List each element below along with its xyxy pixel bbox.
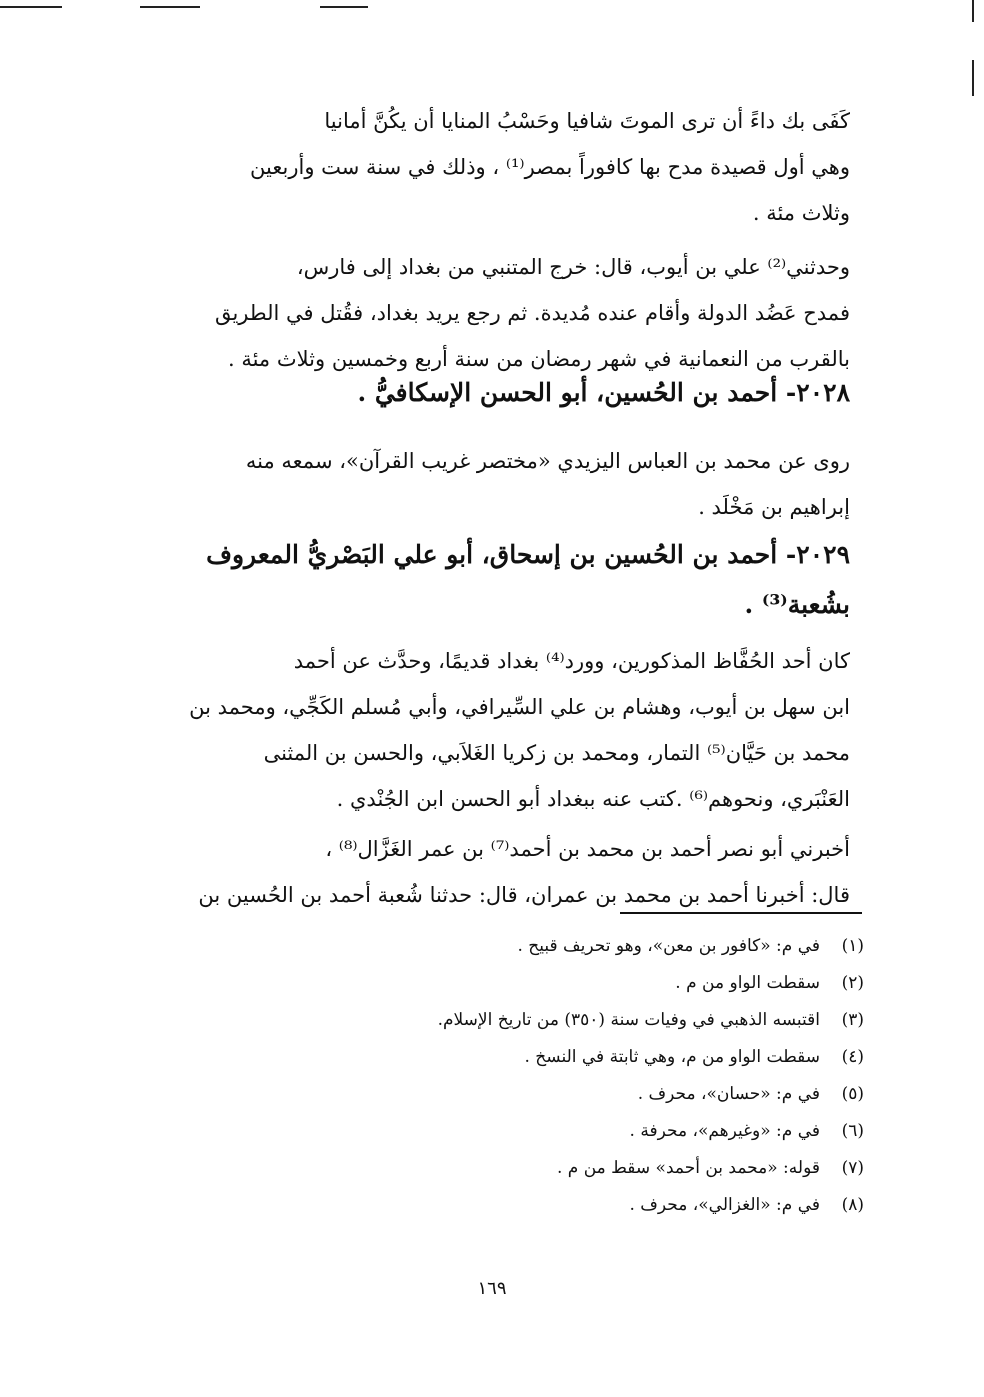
scan-mark-top-center [320,6,368,8]
footnote-text: في م: «الغزالي»، محرف . [629,1195,820,1215]
text-line: بالقرب من النعمانية في شهر رمضان من سنة أربع وخمسين وثلاث مئة . [227,347,850,371]
scan-mark-right-edge [972,0,974,22]
footnote-separator [620,912,862,914]
entry-heading-2029-cont: بشُعبة⁽³⁾ . [744,590,850,619]
footnote-number: (٨) [841,1195,864,1215]
footnote-text: في م: «وغيرهم»، محرفة . [629,1121,820,1141]
footnote-number: (٦) [841,1121,864,1141]
footnote-text: اقتبسه الذهبي في وفيات سنة (٣٥٠) من تاريخ الإسلام. [437,1010,820,1030]
footnote-text: في م: «حسان»، محرف . [637,1084,820,1104]
footnote [438,965,864,1002]
text-line: وهي أول قصيدة مدح بها كافوراً بمصر⁽¹⁾ ، وذلك في سنة ست وأربعين [250,155,850,179]
footnote [438,1150,864,1187]
entry-heading [138,530,850,630]
page-number: ١٦٩ [477,1278,507,1299]
entry-body [138,638,850,822]
footnote-text: قوله: «محمد بن أحمد» سقط من م . [556,1158,820,1178]
scan-mark-right-edge [972,60,974,96]
entry-heading-2029: ٢٠٢٩- أحمد بن الحُسين بن إسحاق، أبو علي البَصْريُّ المعروف [206,540,850,569]
footnotes [438,928,864,1224]
footnote-number: (٧) [841,1158,864,1178]
text-line: ابن سهل بن أيوب، وهشام بن علي السِّيرافي، وأبي مُسلم الكَجِّي، ومحمد بن [189,695,850,719]
text-line: العَنْبَري، ونحوهم⁽⁶⁾ .كتب عنه ببغداد أبو الحسن ابن الجُنْدي . [336,787,850,811]
text-line: روى عن محمد بن العباس اليزيدي «مختصر غريب القرآن»، سمعه منه [245,449,850,473]
footnote-number: (٥) [841,1084,864,1104]
footnote [438,1039,864,1076]
text-line: كان أحد الحُفَّاظ المذكورين، وورد⁽⁴⁾ بغداد قديمًا، وحدَّث عن أحمد [293,649,850,673]
entry-heading-2028: ٢٠٢٨- أحمد بن الحُسين، أبو الحسن الإسكافيُّ . [357,378,850,407]
footnote [438,1002,864,1039]
verse-line: كَفَى بك داءً أن ترى الموتَ شافيا وحَسْبُ المنايا أن يكُنَّ أمانيا [324,109,850,133]
footnote [438,1076,864,1113]
footnote-number: (٤) [841,1047,864,1067]
text-line: قال: أخبرنا أحمد بن محمد بن عمران، قال: حدثنا شُعبة أحمد بن الحُسين بن [198,883,850,907]
footnote [438,1187,864,1224]
footnote-number: (٢) [841,973,864,993]
footnote-text: في م: «كافور بن معن»، وهو تحريف قبيح . [517,936,820,956]
text-line: إبراهيم بن مَخْلَد . [698,495,850,519]
text-line: محمد بن حَيَّان⁽⁵⁾ التمار، ومحمد بن زكريا الغَلاَبي، والحسن بن المثنى [263,741,850,765]
text-line: وحدثني⁽²⁾ علي بن أيوب، قال: خرج المتنبي من بغداد إلى فارس، [296,255,850,279]
footnote-number: (٣) [841,1010,864,1030]
entry-body [138,826,850,918]
body-text [138,98,850,236]
footnote [438,928,864,965]
body-paragraph [138,244,850,382]
entry-body [138,438,850,530]
text-line: أخبرني أبو نصر أحمد بن محمد بن أحمد⁽⁷⁾ بن عمر الغَزَّال⁽⁸⁾ ، [325,837,850,861]
text-line: وثلاث مئة . [752,201,850,225]
footnote-number: (١) [841,936,864,956]
text-line: فمدح عَضُد الدولة وأقام عنده مُديدة. ثم رجع يريد بغداد، فقُتل في الطريق [214,301,850,325]
scan-mark-top-left [140,6,200,8]
scan-mark-top-left [0,6,62,8]
entry-heading [138,368,850,418]
footnote [438,1113,864,1150]
footnote-text: سقطت الواو من م، وهي ثابتة في النسخ . [524,1047,820,1067]
footnote-text: سقطت الواو من م . [675,973,820,993]
